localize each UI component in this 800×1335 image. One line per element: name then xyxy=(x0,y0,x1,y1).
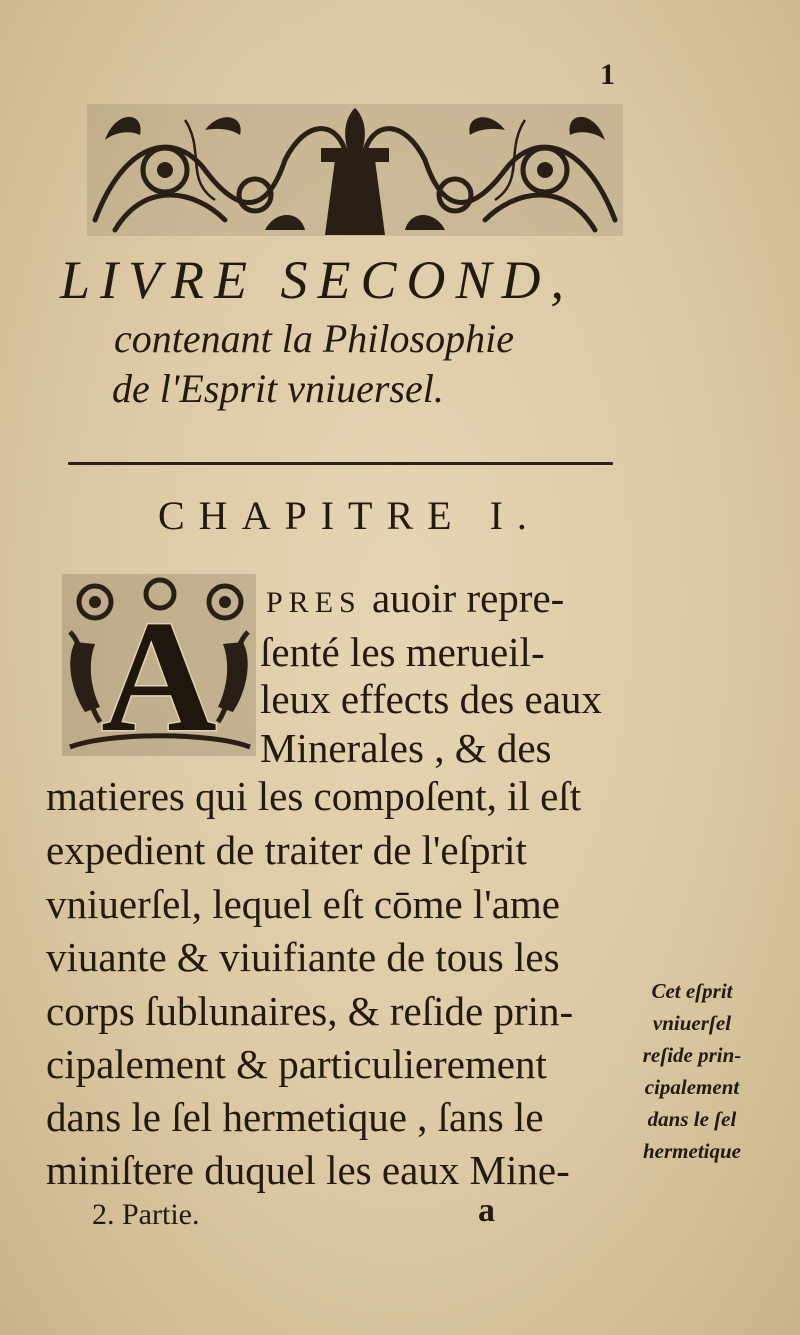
chapter-heading: CHAPITRE I. xyxy=(158,493,541,538)
margin-note xyxy=(602,975,782,1167)
body-line: viuante & viuifiante de tous les xyxy=(46,934,560,980)
margin-note-line: Cet eſprit xyxy=(651,979,733,1003)
body-line: expedient de traiter de l'eſprit xyxy=(46,827,527,873)
margin-note-line: reſide prin- xyxy=(642,1043,742,1067)
body-line xyxy=(260,724,551,772)
floral-headpiece-ornament-icon xyxy=(85,100,625,240)
book-title xyxy=(60,250,680,412)
title-line-3: de l'Esprit vniuersel. xyxy=(112,366,444,411)
body-line: vniuerſel, lequel eſt cōme l'ame xyxy=(46,881,560,927)
body-line-text: ſenté les merueil- xyxy=(260,629,545,675)
margin-note-line: vniuerſel xyxy=(652,1011,732,1035)
margin-note-line: hermetique xyxy=(643,1139,741,1163)
drop-cap-letter: A xyxy=(101,587,217,758)
body-line: matieres qui les compoſent, il eſt xyxy=(46,773,582,819)
title-line-1: LIVRE SECOND, xyxy=(60,250,574,310)
body-line: miniſtere duquel les eaux Mine- xyxy=(46,1147,570,1193)
body-line-text: auoir repre- xyxy=(361,575,565,621)
catchword: a xyxy=(478,1192,495,1229)
margin-note-line: dans le ſel xyxy=(647,1107,737,1131)
margin-note-line: cipalement xyxy=(644,1075,740,1099)
body-line-text: leux effects des eaux xyxy=(260,676,602,722)
body-line: cipalement & particulierement xyxy=(46,1041,547,1087)
signature-mark: 2. Partie. xyxy=(92,1198,200,1231)
body-line xyxy=(260,675,602,723)
ornamental-initial-icon xyxy=(60,572,258,758)
body-line-smallcaps: PRES xyxy=(266,586,362,619)
body-line xyxy=(260,628,545,676)
horizontal-rule xyxy=(68,462,613,465)
page-number: 1 xyxy=(600,58,615,91)
body-line: corps ſublunaires, & reſide prin- xyxy=(46,988,574,1034)
body-line-text: Minerales , & des xyxy=(260,725,552,771)
body-line xyxy=(266,574,564,627)
body-line: dans le ſel hermetique , ſans le xyxy=(46,1094,544,1140)
title-line-2: contenant la Philosophie xyxy=(114,316,514,361)
